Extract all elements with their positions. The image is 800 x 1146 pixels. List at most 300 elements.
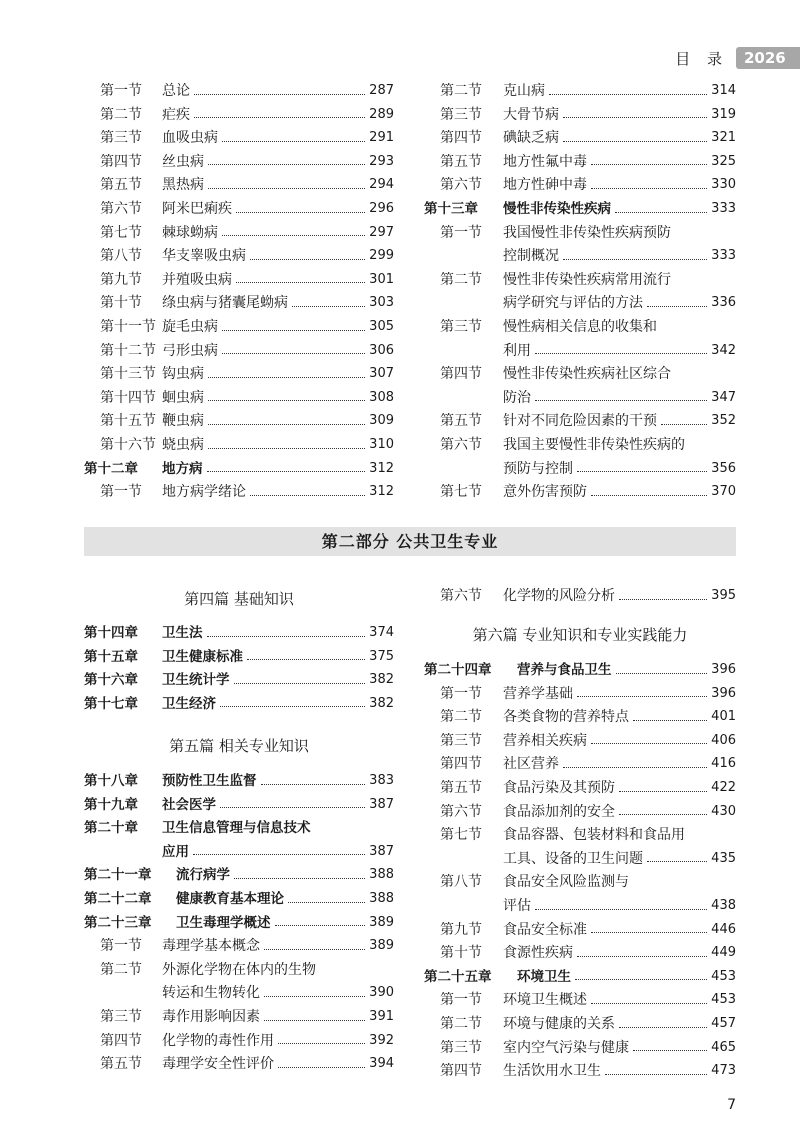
leader-dots — [535, 353, 707, 354]
page-ref: 370 — [711, 484, 736, 500]
section-label: 第二节 — [440, 271, 482, 288]
leader-dots — [194, 117, 365, 118]
toc-line — [84, 646, 394, 668]
toc-line — [424, 919, 736, 941]
page-ref: 375 — [369, 648, 394, 664]
page-ref: 325 — [711, 153, 736, 169]
page-ref: 287 — [369, 83, 394, 98]
leader-dots — [619, 599, 707, 600]
chapter-label: 第十八章 — [84, 773, 138, 789]
section-heading-pian5: 第五篇 相关专业知识 — [169, 737, 309, 755]
entry-title: 我国主要慢性非传染性疾病的 — [503, 437, 685, 453]
section-label: 第一节 — [100, 938, 142, 955]
section-label: 第五节 — [440, 780, 482, 796]
page-ref: 374 — [369, 625, 394, 640]
leader-dots — [264, 1020, 365, 1021]
page-ref: 389 — [369, 914, 394, 930]
leader-dots — [591, 188, 707, 189]
entry-title: 室内空气污染与健康 — [503, 1039, 629, 1056]
leader-dots — [605, 1074, 707, 1075]
toc-line — [424, 730, 736, 752]
toc-line — [424, 151, 736, 173]
toc-line-continued — [424, 458, 736, 480]
entry-title: 地方病 — [162, 460, 203, 477]
section-label: 第八节 — [440, 874, 482, 891]
toc-line — [84, 269, 394, 291]
entry-title: 弓形虫病 — [162, 342, 218, 359]
leader-dots — [577, 471, 707, 472]
toc-line — [84, 363, 394, 385]
page-ref: 449 — [711, 945, 736, 961]
toc-line — [84, 174, 394, 196]
chapter-label: 第十二章 — [84, 460, 138, 477]
chapter-label: 第二十五章 — [424, 968, 492, 985]
entry-title: 环境与健康的关系 — [503, 1016, 615, 1032]
section-label: 第三节 — [440, 1039, 482, 1056]
leader-dots — [236, 212, 365, 213]
toc-line — [424, 481, 736, 503]
entry-title: 卫生信息管理与信息技术 — [162, 820, 311, 837]
page-ref: 312 — [369, 460, 394, 476]
toc-line — [424, 80, 736, 102]
toc-line — [84, 794, 394, 816]
section-label: 第四节 — [100, 1032, 142, 1049]
page-ref: 291 — [369, 130, 394, 146]
entry-title: 外源化学物在体内的生物 — [162, 961, 316, 978]
toc-line — [84, 316, 394, 338]
entry-title: 营养相关疾病 — [503, 732, 587, 749]
toc-line — [424, 174, 736, 196]
section-heading-pian4: 第四篇 基础知识 — [184, 590, 294, 608]
page-ref: 383 — [369, 773, 394, 788]
toc-line — [84, 864, 394, 886]
entry-title: 慢性非传染性疾病 — [503, 201, 611, 217]
toc-line — [84, 1053, 394, 1075]
section-heading-pian6: 第六篇 专业知识和专业实践能力 — [472, 626, 688, 644]
header-title: 目 录 — [675, 49, 728, 68]
page-ref: 473 — [711, 1063, 736, 1079]
toc-column-top-right — [424, 80, 736, 510]
toc-line — [424, 585, 736, 607]
entry-title: 地方病学绪论 — [162, 484, 246, 501]
header-year-tab: 2026 — [736, 47, 800, 69]
section-label: 第一节 — [440, 992, 482, 1009]
page-ref: 356 — [711, 460, 736, 476]
section-label: 第四节 — [440, 366, 482, 383]
leader-dots — [264, 996, 365, 997]
entry-title: 社会医学 — [162, 796, 216, 813]
page-ref: 294 — [369, 177, 394, 193]
section-label: 第二节 — [440, 83, 482, 99]
page-ref: 305 — [369, 319, 394, 334]
entry-title: 并殖吸虫病 — [162, 271, 232, 288]
leader-dots — [633, 1050, 707, 1051]
page-ref: 309 — [369, 413, 394, 429]
page-ref: 406 — [711, 732, 736, 748]
entry-title: 黑热病 — [162, 177, 204, 194]
page-ref: 465 — [711, 1039, 736, 1055]
entry-title: 各类食物的营养特点 — [503, 709, 629, 726]
entry-title: 阿米巴痢疾 — [162, 201, 232, 217]
leader-dots — [222, 330, 365, 331]
chapter-label: 第十五章 — [84, 648, 138, 665]
toc-line-continued — [84, 841, 394, 863]
section-label: 第十六节 — [100, 437, 156, 453]
toc-line — [84, 387, 394, 409]
toc-line-continued — [424, 340, 736, 362]
entry-title: 卫生毒理学概述 — [176, 914, 271, 931]
page-ref: 387 — [369, 796, 394, 812]
section-label: 第十三节 — [100, 366, 156, 383]
toc-line — [424, 434, 736, 456]
section-label: 第二节 — [100, 106, 142, 123]
page-ref: 391 — [369, 1009, 394, 1024]
toc-line — [424, 1013, 736, 1035]
chapter-label: 第十六章 — [84, 672, 138, 689]
entry-title: 鞭虫病 — [162, 413, 204, 430]
entry-title: 卫生经济 — [162, 695, 216, 712]
leader-dots — [207, 471, 366, 472]
toc-line-continued — [424, 292, 736, 314]
entry-title: 蛲虫病 — [162, 437, 204, 453]
entry-title: 地方性砷中毒 — [503, 177, 587, 194]
entry-title: 流行病学 — [176, 867, 230, 884]
toc-column-pian5 — [84, 770, 394, 1090]
section-label: 第三节 — [440, 106, 482, 123]
section-label: 第十五节 — [100, 413, 156, 430]
chapter-label: 第二十一章 — [84, 867, 152, 884]
section-label: 第二节 — [440, 709, 482, 726]
chapter-label: 第二十章 — [84, 820, 138, 837]
entry-title: 毒理学安全性评价 — [162, 1056, 274, 1073]
entry-title: 食品容器、包装材料和食品用 — [503, 827, 685, 844]
page-ref: 301 — [369, 271, 394, 287]
chapter-label: 第十九章 — [84, 796, 138, 813]
page-ref: 382 — [369, 672, 394, 688]
toc-line — [84, 245, 394, 267]
chapter-label: 第十四章 — [84, 625, 138, 641]
toc-line — [84, 1030, 394, 1052]
leader-dots — [563, 117, 707, 118]
page-ref: 390 — [369, 985, 394, 1001]
toc-line — [84, 151, 394, 173]
section-label: 第七节 — [440, 827, 482, 844]
page-ref: 457 — [711, 1016, 736, 1031]
entry-title: 卫生健康标准 — [162, 648, 243, 665]
leader-dots — [563, 141, 707, 142]
page-ref: 387 — [369, 843, 394, 859]
page-ref: 438 — [711, 898, 736, 913]
leader-dots — [575, 979, 707, 980]
toc-line — [84, 888, 394, 910]
page-ref: 396 — [711, 662, 736, 677]
leader-dots — [247, 659, 365, 660]
toc-line — [424, 659, 736, 681]
page-ref: 352 — [711, 413, 736, 429]
toc-line — [84, 292, 394, 314]
page-ref: 446 — [711, 921, 736, 937]
entry-title: 生活饮用水卫生 — [503, 1063, 601, 1080]
page-ref: 299 — [369, 248, 394, 264]
entry-title: 卫生法 — [162, 625, 203, 641]
entry-title: 棘球蚴病 — [162, 224, 218, 241]
part-title-bar: 第二部分 公共卫生专业 — [84, 527, 736, 556]
leader-dots — [577, 956, 707, 957]
page-ref: 453 — [711, 968, 736, 984]
leader-dots — [208, 188, 365, 189]
entry-title-continued: 防治 — [503, 389, 531, 406]
toc-line-continued — [424, 245, 736, 267]
section-label: 第十节 — [440, 945, 482, 962]
leader-dots — [194, 94, 365, 95]
leader-dots — [234, 683, 366, 684]
entry-title: 血吸虫病 — [162, 130, 218, 147]
page-ref: 422 — [711, 780, 736, 795]
section-label: 第一节 — [100, 83, 142, 99]
leader-dots — [234, 878, 365, 879]
leader-dots — [208, 377, 365, 378]
section-label: 第九节 — [100, 271, 142, 288]
leader-dots — [278, 1067, 365, 1068]
chapter-label: 第十三章 — [424, 201, 478, 217]
entry-title: 克山病 — [503, 83, 545, 99]
toc-line — [424, 706, 736, 728]
page-ref: 306 — [369, 342, 394, 358]
page-ref: 430 — [711, 803, 736, 819]
section-label: 第九节 — [440, 921, 482, 938]
toc-line — [84, 481, 394, 503]
page-ref: 289 — [369, 106, 394, 122]
toc-line — [84, 817, 394, 839]
entry-title: 慢性病相关信息的收集和 — [503, 319, 657, 335]
entry-title: 营养与食品卫生 — [517, 662, 612, 678]
entry-title-continued: 评估 — [503, 898, 531, 914]
leader-dots — [619, 814, 707, 815]
toc-line — [424, 1060, 736, 1082]
leader-dots — [549, 94, 707, 95]
leader-dots — [193, 854, 365, 855]
toc-line — [424, 777, 736, 799]
section-label: 第十二节 — [100, 342, 156, 359]
toc-line — [84, 669, 394, 691]
leader-dots — [222, 353, 365, 354]
page-ref: 310 — [369, 437, 394, 452]
entry-title: 化学物的风险分析 — [503, 588, 615, 604]
entry-title-continued: 控制概况 — [503, 248, 559, 265]
leader-dots — [261, 784, 366, 785]
toc-line — [84, 693, 394, 715]
entry-title: 食品安全风险监测与 — [503, 874, 629, 891]
entry-title: 大骨节病 — [503, 106, 559, 123]
leader-dots — [264, 949, 365, 950]
leader-dots — [591, 495, 707, 496]
chapter-label: 第二十二章 — [84, 891, 152, 907]
entry-title-continued: 转运和生物转化 — [162, 985, 260, 1002]
toc-line — [424, 966, 736, 988]
entry-title: 预防性卫生监督 — [162, 773, 257, 789]
section-label: 第二节 — [440, 1016, 482, 1032]
toc-line — [424, 871, 736, 893]
entry-title: 地方性氟中毒 — [503, 153, 587, 170]
toc-column-top-left — [84, 80, 394, 510]
leader-dots — [250, 495, 365, 496]
leader-dots — [236, 282, 365, 283]
leader-dots — [591, 164, 707, 165]
entry-title: 慢性非传染性疾病社区综合 — [503, 366, 671, 383]
toc-line-continued — [424, 895, 736, 917]
toc-line — [424, 989, 736, 1011]
entry-title: 食品添加剂的安全 — [503, 803, 615, 820]
leader-dots — [278, 1043, 365, 1044]
section-label: 第七节 — [100, 224, 142, 241]
page-ref: 330 — [711, 177, 736, 193]
entry-title: 疟疾 — [162, 106, 190, 123]
entry-title: 食源性疾病 — [503, 945, 573, 962]
leader-dots — [222, 141, 365, 142]
page-ref: 336 — [711, 295, 736, 311]
section-label: 第十四节 — [100, 389, 156, 406]
toc-line — [84, 434, 394, 456]
section-label: 第五节 — [100, 1056, 142, 1073]
leader-dots — [292, 306, 365, 307]
leader-dots — [208, 448, 365, 449]
toc-line — [84, 770, 394, 792]
leader-dots — [591, 743, 707, 744]
page-ref: 293 — [369, 153, 394, 169]
entry-title: 旋毛虫病 — [162, 319, 218, 335]
entry-title: 华支睾吸虫病 — [162, 248, 246, 265]
toc-line — [424, 801, 736, 823]
leader-dots — [208, 424, 365, 425]
section-label: 第一节 — [440, 685, 482, 702]
toc-line — [84, 340, 394, 362]
entry-title: 针对不同危险因素的干预 — [503, 413, 657, 430]
page-ref: 347 — [711, 389, 736, 405]
page-ref: 314 — [711, 83, 736, 98]
leader-dots — [591, 932, 707, 933]
page-ref: 389 — [369, 938, 394, 954]
section-label: 第五节 — [440, 153, 482, 170]
page-ref: 333 — [711, 201, 736, 216]
page-number: 7 — [727, 1097, 736, 1113]
page-ref: 321 — [711, 130, 736, 146]
toc-line — [84, 912, 394, 934]
leader-dots — [220, 706, 365, 707]
running-header — [675, 47, 800, 69]
toc-line — [84, 935, 394, 957]
toc-line — [424, 410, 736, 432]
toc-line — [424, 753, 736, 775]
page-ref: 297 — [369, 224, 394, 240]
section-label: 第一节 — [100, 484, 142, 501]
page-ref: 453 — [711, 992, 736, 1008]
toc-line — [424, 363, 736, 385]
entry-title: 钩虫病 — [162, 366, 204, 383]
section-label: 第二节 — [100, 961, 142, 978]
entry-title: 碘缺乏病 — [503, 130, 559, 147]
leader-dots — [288, 902, 365, 903]
section-label: 第六节 — [100, 201, 142, 217]
toc-line — [424, 942, 736, 964]
leader-dots — [208, 400, 365, 401]
entry-title: 意外伤害预防 — [503, 484, 587, 501]
toc-line — [84, 959, 394, 981]
leader-dots — [207, 636, 366, 637]
entry-title: 慢性非传染性疾病常用流行 — [503, 271, 671, 288]
toc-line-continued — [424, 387, 736, 409]
entry-title: 食品安全标准 — [503, 921, 587, 938]
toc-line — [424, 222, 736, 244]
section-label: 第十一节 — [100, 319, 156, 335]
section-label: 第八节 — [100, 248, 142, 265]
leader-dots — [616, 673, 708, 674]
page-ref: 296 — [369, 201, 394, 216]
entry-title-continued: 应用 — [162, 843, 189, 860]
leader-dots — [647, 861, 707, 862]
leader-dots — [619, 1027, 707, 1028]
page-ref: 401 — [711, 709, 736, 725]
section-label: 第四节 — [440, 1063, 482, 1080]
page-ref: 388 — [369, 867, 394, 883]
toc-line — [424, 198, 736, 220]
toc-line — [84, 80, 394, 102]
toc-line — [424, 104, 736, 126]
entry-title: 绦虫病与猪囊尾蚴病 — [162, 295, 288, 312]
page-ref: 395 — [711, 588, 736, 603]
entry-title: 卫生统计学 — [162, 672, 230, 689]
section-label: 第五节 — [440, 413, 482, 430]
page-ref: 388 — [369, 891, 394, 906]
leader-dots — [619, 791, 707, 792]
leader-dots — [535, 400, 707, 401]
toc-line — [84, 198, 394, 220]
leader-dots — [222, 235, 365, 236]
toc-line — [84, 104, 394, 126]
toc-line — [84, 410, 394, 432]
page-ref: 319 — [711, 106, 736, 122]
entry-title: 毒作用影响因素 — [162, 1009, 260, 1025]
page-ref: 342 — [711, 342, 736, 358]
entry-title: 环境卫生概述 — [503, 992, 587, 1009]
section-label: 第六节 — [440, 437, 482, 453]
entry-title-continued: 病学研究与评估的方法 — [503, 295, 643, 312]
section-label: 第四节 — [440, 130, 482, 147]
page-ref: 312 — [369, 484, 394, 500]
section-label: 第六节 — [440, 803, 482, 820]
page-ref: 333 — [711, 248, 736, 264]
section-label: 第七节 — [440, 484, 482, 501]
section-label: 第五节 — [100, 177, 142, 194]
leader-dots — [633, 720, 707, 721]
toc-line — [424, 683, 736, 705]
entry-title: 健康教育基本理论 — [176, 891, 284, 907]
entry-title: 蛔虫病 — [162, 389, 204, 406]
toc-line — [424, 269, 736, 291]
entry-title: 毒理学基本概念 — [162, 938, 260, 955]
toc-line-continued — [424, 848, 736, 870]
entry-title-continued: 预防与控制 — [503, 460, 573, 477]
section-label: 第三节 — [440, 732, 482, 749]
section-label: 第三节 — [100, 1009, 142, 1025]
chapter-label: 第二十三章 — [84, 914, 152, 931]
entry-title-continued: 利用 — [503, 342, 531, 359]
page-ref: 394 — [369, 1056, 394, 1072]
toc-line — [84, 458, 394, 480]
entry-title: 总论 — [162, 83, 190, 99]
leader-dots — [577, 696, 707, 697]
section-label: 第一节 — [440, 224, 482, 241]
toc-line — [424, 824, 736, 846]
